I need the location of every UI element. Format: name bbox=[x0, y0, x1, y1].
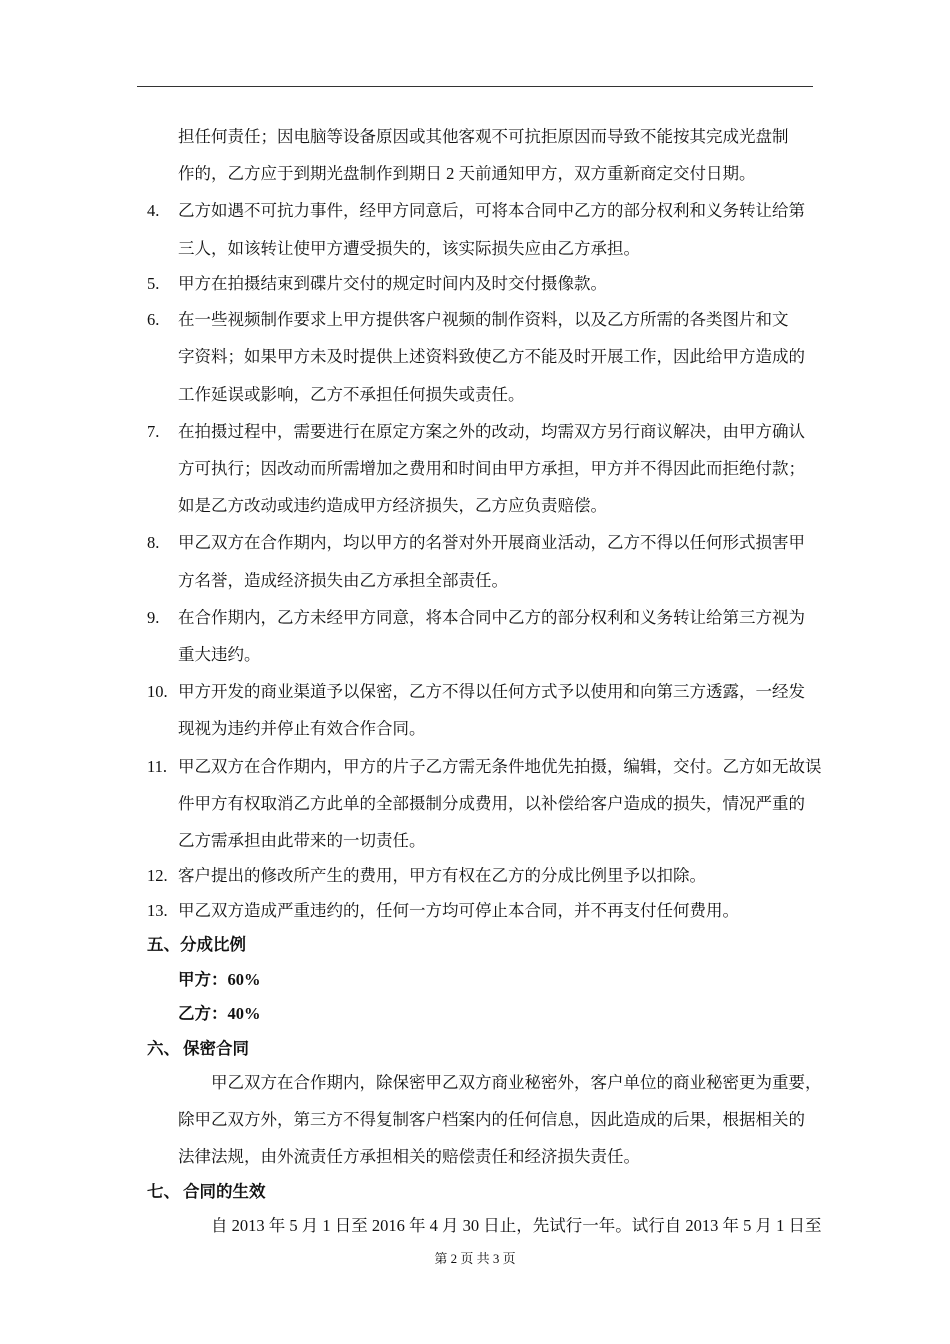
section-heading bbox=[147, 928, 813, 963]
text-line: 方名誉，造成经济损失由乙方承担全部责任。 bbox=[178, 570, 508, 590]
text-line: 三人，如该转让使甲方遭受损失的，该实际损失应由乙方承担。 bbox=[178, 238, 640, 258]
clause-3-continuation bbox=[147, 118, 813, 192]
text-line: 方可执行；因改动而所需增加之费用和时间由甲方承担，甲方并不得因此而拒绝付款； bbox=[178, 459, 805, 478]
clause-5 bbox=[147, 267, 813, 302]
clause-4 bbox=[147, 192, 813, 266]
text-line: 乙方如遇不可抗力事件，经甲方同意后，可将本合同中乙方的部分权利和义务转让给第 bbox=[178, 201, 805, 221]
clause-13 bbox=[147, 894, 813, 929]
text-line: 担任何责任；因电脑等设备原因或其他客观不可抗拒原因而导致不能按其完成光盘制 bbox=[178, 127, 789, 146]
section-5 bbox=[147, 928, 813, 1032]
clause-7 bbox=[147, 413, 813, 525]
text-line: 除甲乙双方外，第三方不得复制客户档案内的任何信息，因此造成的后果，根据相关的 bbox=[178, 1109, 805, 1129]
clause-number: 12. bbox=[147, 866, 168, 886]
header-rule bbox=[137, 86, 813, 87]
page-number: 第 2 页 共 3 页 bbox=[434, 1251, 516, 1266]
text-line: 自 2013 年 5 月 1 日至 2016 年 4 月 30 日止，先试行一年。试行自 2013 年 5 月 1 日至 bbox=[211, 1216, 822, 1236]
text-line: 如是乙方改动或违约造成甲方经济损失，乙方应负责赔偿。 bbox=[178, 496, 607, 516]
text-line: 法律法规，由外流责任方承担相关的赔偿责任和经济损失责任。 bbox=[178, 1146, 640, 1166]
clause-6 bbox=[147, 301, 813, 413]
text-line: 件甲方有权取消乙方此单的全部摄制分成费用，以补偿给客户造成的损失，情况严重的 bbox=[178, 793, 805, 813]
text-line: 甲乙双方在合作期内，甲方的片子乙方需无条件地优先拍摄，编辑，交付。乙方如无故误 bbox=[178, 756, 822, 776]
text-line: 在合作期内，乙方未经甲方同意，将本合同中乙方的部分权利和义务转让给第三方视为 bbox=[178, 607, 805, 627]
clause-number: 5. bbox=[147, 273, 160, 293]
clause-number: 6. bbox=[147, 310, 160, 330]
text-line: 客户提出的修改所产生的费用，甲方有权在乙方的分成比例里予以扣除。 bbox=[178, 866, 706, 886]
text-line: 现视为违约并停止有效合作合同。 bbox=[178, 719, 426, 739]
clause-number: 9. bbox=[147, 607, 160, 627]
section-7 bbox=[147, 1175, 822, 1244]
text-line: 甲乙双方造成严重违约的，任何一方均可停止本合同，并不再支付任何费用。 bbox=[178, 900, 739, 920]
text-line: 在拍摄过程中，需要进行在原定方案之外的改动，均需双方另行商议解决，由甲方确认 bbox=[178, 421, 805, 441]
text-line: 乙方需承担由此带来的一切责任。 bbox=[178, 830, 426, 850]
section-title: 分成比例 bbox=[180, 935, 246, 955]
clause-11 bbox=[147, 748, 822, 860]
clause-number: 13. bbox=[147, 900, 168, 920]
clause-number: 8. bbox=[147, 533, 160, 553]
text-line: 甲方开发的商业渠道予以保密，乙方不得以任何方式予以使用和向第三方透露，一经发 bbox=[178, 682, 805, 702]
section-heading bbox=[147, 1032, 813, 1067]
contract-body bbox=[147, 118, 822, 1244]
clause-number: 4. bbox=[147, 201, 160, 221]
text-line: 甲方在拍摄结束到碟片交付的规定时间内及时交付摄像款。 bbox=[178, 273, 607, 293]
clause-number: 11. bbox=[147, 756, 168, 776]
section-number: 七、 bbox=[147, 1181, 180, 1201]
clause-12 bbox=[147, 859, 813, 894]
section-number: 五、 bbox=[147, 935, 180, 955]
section-heading bbox=[147, 1175, 813, 1210]
share-party-b: 乙方：40% bbox=[178, 1004, 261, 1024]
text-line: 甲乙双方在合作期内，均以甲方的名誉对外开展商业活动，乙方不得以任何形式损害甲 bbox=[178, 533, 805, 553]
section-6 bbox=[147, 1032, 822, 1175]
text-line: 工作延误或影响，乙方不承担任何损失或责任。 bbox=[178, 384, 525, 404]
clause-9 bbox=[147, 599, 813, 673]
text-line: 重大违约。 bbox=[178, 644, 261, 664]
section-title: 保密合同 bbox=[183, 1038, 249, 1058]
section-title: 合同的生效 bbox=[183, 1181, 266, 1201]
clause-10 bbox=[147, 673, 813, 747]
clause-number: 10. bbox=[147, 682, 168, 702]
share-party-a: 甲方：60% bbox=[178, 969, 261, 989]
text-line: 字资料；如果甲方未及时提供上述资料致使乙方不能及时开展工作，因此给甲方造成的 bbox=[178, 347, 805, 367]
clause-number: 7. bbox=[147, 421, 160, 441]
text-line: 作的，乙方应于到期光盘制作到期日 2 天前通知甲方，双方重新商定交付日期。 bbox=[178, 164, 756, 184]
text-line: 在一些视频制作要求上甲方提供客户视频的制作资料，以及乙方所需的各类图片和文 bbox=[178, 310, 789, 330]
section-number: 六、 bbox=[147, 1038, 180, 1058]
text-line: 甲乙双方在合作期内，除保密甲乙双方商业秘密外，客户单位的商业秘密更为重要， bbox=[211, 1073, 822, 1093]
clause-8 bbox=[147, 524, 813, 598]
